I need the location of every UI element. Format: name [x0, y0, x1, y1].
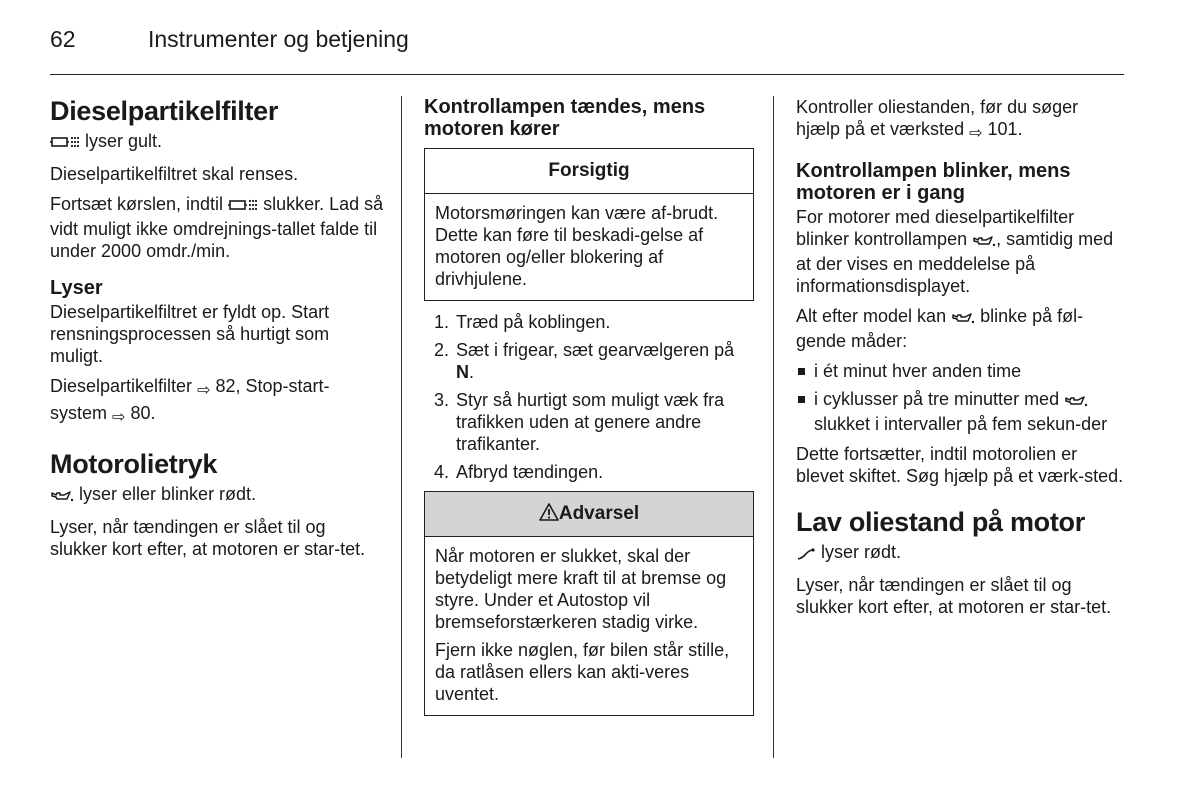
- blink-paragraph-2: [796, 305, 1126, 352]
- blink-p1-text-a: For motorer med dieselpartikelfilter blinker kontrollampen: [796, 207, 1075, 249]
- check-oil-paragraph: [796, 96, 1126, 145]
- heading-motorolietryk: Motorolietryk: [50, 449, 218, 479]
- check-oil-text-a: Kontroller oliestanden, før du søger hjælp på et værksted: [796, 97, 1079, 139]
- bullet-2-text-b: slukket i intervaller på fem sekun-der: [814, 414, 1108, 434]
- column-divider: [401, 96, 402, 758]
- dpf-p2-text-b: slukker. Lad så vidt muligt ikke omdrejnings-tallet falde til under 2000 omdr./min.: [50, 194, 384, 261]
- blink-p2-text-b: blinke på føl-gende måder:: [796, 306, 1084, 351]
- dpf-status-line: [50, 130, 385, 155]
- oil-can-icon: [50, 486, 74, 508]
- heading-low-oil-level: Lav oliestand på motor: [796, 507, 1085, 537]
- list-item: 3. Styr så hurtigt som muligt væk fra trafikken uden at genere andre trafikanter.: [454, 389, 754, 455]
- lyser-p2-text-b: 82, Stop-start-system: [50, 376, 330, 423]
- dpf-paragraph-1: Dieselpartikelfiltret skal renses.: [50, 164, 299, 184]
- warning-title: Advarsel: [558, 503, 640, 524]
- warning-triangle-icon: [539, 494, 559, 538]
- running-title: Instrumenter og betjening: [148, 26, 409, 52]
- blink-p2-text-a: Alt efter model kan: [796, 306, 947, 326]
- list-item: 4. Afbryd tændingen.: [454, 461, 754, 483]
- oil-level-status-text: lyser rødt.: [821, 542, 902, 562]
- column-left: [50, 96, 385, 568]
- column-middle: [424, 96, 754, 726]
- dpf-paragraph-2: [50, 193, 385, 262]
- page-header: [50, 24, 1124, 75]
- column-divider: [773, 96, 774, 758]
- lyser-paragraph-1: Dieselpartikelfiltret er fyldt op. Start rensningsprocessen så hurtigt som muligt.: [50, 302, 330, 366]
- step-2-text: Sæt i frigear, sæt gearvælgeren på: [456, 340, 735, 360]
- blink-paragraph-1: [796, 206, 1126, 297]
- oil-level-status-line: [796, 541, 1126, 566]
- caution-text: Motorsmøringen kan være af-brudt. Dette kan føre til beskadi-gelse af motoren og/eller blokering af drivhjulene.: [435, 203, 719, 289]
- list-item: 1. Træd på koblingen.: [454, 311, 754, 333]
- list-item: [454, 339, 754, 383]
- warning-box: [424, 491, 754, 716]
- dpf-p2-text-a: Fortsæt kørslen, indtil: [50, 194, 224, 214]
- list-item: [796, 388, 1126, 435]
- oil-paragraph-1: Lyser, når tændingen er slået til og slukker kort efter, at motoren er star-tet.: [50, 517, 366, 559]
- dpf-filter-icon: [228, 196, 258, 218]
- page-reference-arrow-icon: ⇨: [969, 125, 983, 142]
- lyser-p2-text-a: Dieselpartikelfilter: [50, 376, 193, 396]
- oil-status-line: [50, 483, 385, 508]
- dpf-status-text: lyser gult.: [85, 131, 163, 151]
- step-2-end: .: [469, 362, 475, 382]
- blink-modes-list: [796, 360, 1126, 435]
- blink-p1-text-b: , samtidig med at der vises en meddelelse på informationsdisplayet.: [796, 229, 1114, 296]
- page-number: 62: [50, 26, 76, 52]
- caution-box: [424, 148, 754, 301]
- list-item: i ét minut hver anden time: [796, 360, 1126, 382]
- steps-list: [424, 311, 754, 483]
- page-reference-arrow-icon: ⇨: [112, 409, 126, 426]
- caution-title: Forsigtig: [425, 149, 753, 194]
- oil-can-icon: [951, 308, 975, 330]
- page-reference-arrow-icon: ⇨: [197, 382, 211, 399]
- dpf-filter-icon: [50, 133, 80, 155]
- oil-can-icon: [1064, 391, 1088, 413]
- oil-level-icon: [796, 544, 816, 566]
- warning-header: [425, 492, 753, 537]
- warning-paragraph-2: Fjern ikke nøglen, før bilen står stille, da ratlåsen ellers kan akti-veres uventet.: [435, 640, 730, 704]
- column-right: [796, 96, 1126, 626]
- oil-can-icon: [972, 231, 996, 253]
- heading-lamp-blinks: Kontrollampen blinker, mens motoren er i gang: [796, 160, 1071, 204]
- oil-level-paragraph-1: Lyser, når tændingen er slået til og slukker kort efter, at motoren er star-tet.: [796, 575, 1112, 617]
- heading-dieselpartikelfilter: Dieselpartikelfilter: [50, 96, 279, 126]
- warning-paragraph-1: Når motoren er slukket, skal der betydeligt mere kraft til at bremse og styre. Under et Autostop vil bremseforstærkeren stadig virke.: [435, 546, 727, 632]
- heading-lamp-running: Kontrollampen tændes, mens motoren kører: [424, 96, 706, 140]
- oil-status-text: lyser eller blinker rødt.: [79, 484, 257, 504]
- heading-lyser: Lyser: [50, 277, 103, 299]
- lyser-paragraph-2: [50, 375, 385, 429]
- blink-paragraph-3: Dette fortsætter, indtil motorolien er blevet skiftet. Søg hjælp på et værk-sted.: [796, 444, 1124, 486]
- bullet-2-text-a: i cyklusser på tre minutter med: [814, 389, 1060, 409]
- lyser-p2-text-c: 80.: [130, 403, 156, 423]
- check-oil-text-b: 101.: [987, 119, 1023, 139]
- step-2-bold: N: [456, 362, 469, 382]
